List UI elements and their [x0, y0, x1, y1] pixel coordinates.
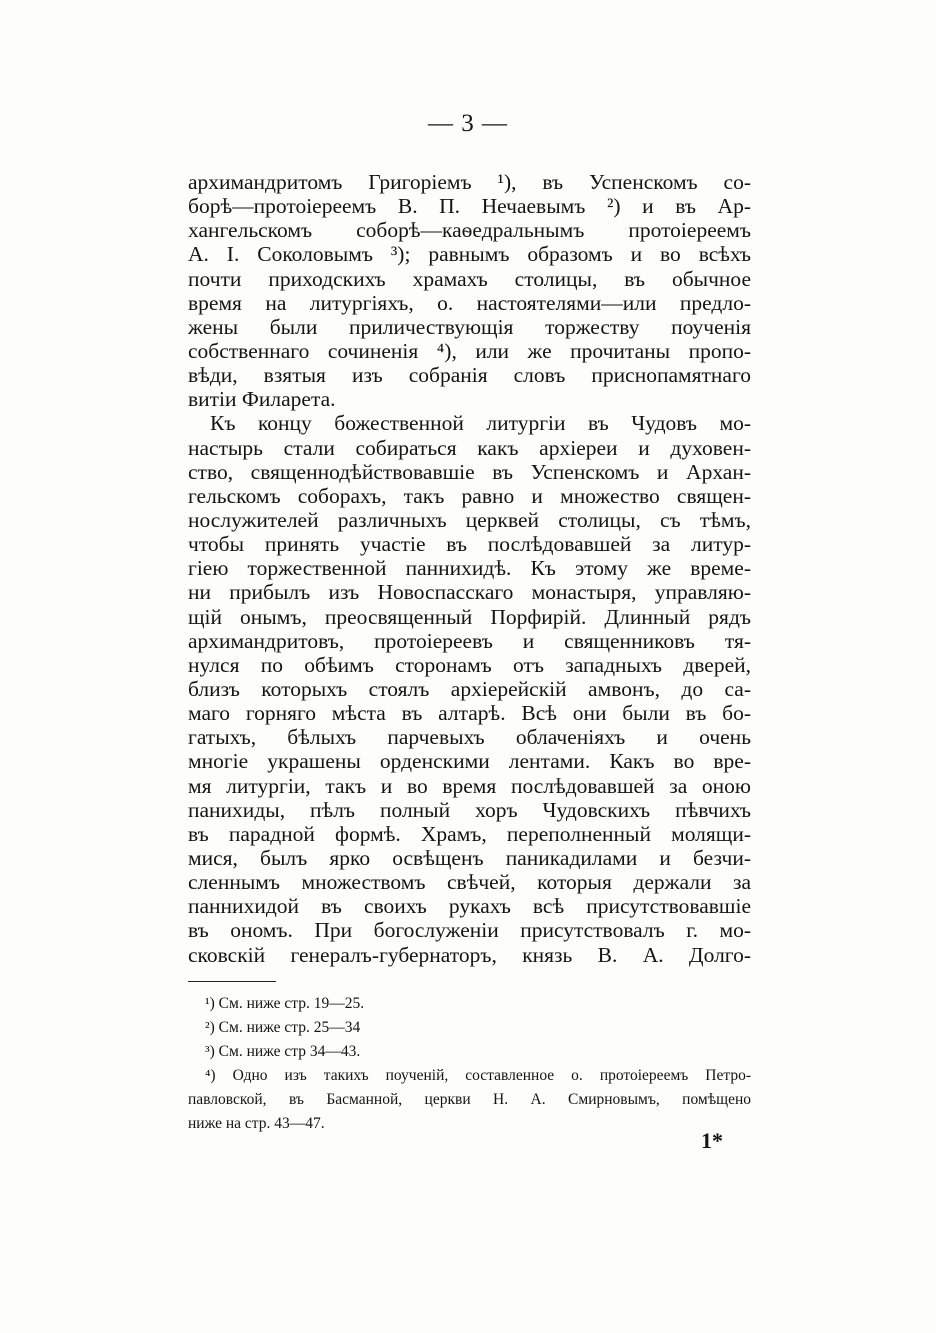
body-text: [188, 170, 751, 967]
text-line: А. І. Соколовымъ ³); равнымъ образомъ и во всѣхъ: [188, 242, 751, 267]
text-line: въ парадной формѣ. Храмъ, переполненный молящи-: [188, 821, 751, 846]
text-line: панихиды, пѣлъ полный хоръ Чудовскихъ пѣвчихъ: [188, 797, 751, 822]
text-line: сковскій генералъ-губернаторъ, князь В. А. Долго-: [188, 942, 751, 967]
text-line: время на литургіяхъ, о. настоятелями—или предло-: [188, 290, 751, 315]
text-line: многіе украшены орденскими лентами. Какъ во вре-: [188, 749, 751, 774]
text-line: мися, былъ ярко освѣщенъ паникадилами и безчи-: [188, 845, 751, 870]
text-line: архимандритомъ Григоріемъ ¹), въ Успенскомъ со-: [188, 170, 751, 194]
text-line: настырь стали собираться какъ архіереи и духовен-: [188, 435, 751, 460]
text-line: въ ономъ. При богослуженіи присутствовалъ г. мо-: [188, 918, 751, 943]
text-line: собственнаго сочиненія ⁴), или же прочитаны пропо-: [188, 338, 751, 363]
paragraph-start-line: Къ концу божественной литургіи въ Чудовъ мо-: [210, 411, 751, 436]
footnote-4-continuation: павловской, въ Басманной, церкви Н. А. Смирновымъ, помѣщено: [188, 1091, 751, 1108]
text-line: архимандритовъ, протоіереевъ и священниковъ тя-: [188, 628, 751, 653]
text-line: почти приходскихъ храмахъ столицы, въ обычное: [188, 266, 751, 291]
footnote-4: ⁴) Одно изъ такихъ поученій, составленное о. протоіереемъ Петро-: [205, 1067, 751, 1084]
text-line: мя литургіи, такъ и во время послѣдовавшей за оною: [188, 773, 751, 798]
footnote-1: ¹) См. ниже стр. 19—25.: [205, 995, 365, 1012]
text-line: паннихидой въ своихъ рукахъ всѣ присутствовавшіе: [188, 894, 751, 919]
text-line: вѣди, взятыя изъ собранія словъ приснопамятнаго: [188, 363, 751, 388]
footnote-4-continuation: ниже на стр. 43—47.: [188, 1115, 325, 1132]
page-number: — 3 —: [428, 110, 508, 137]
text-line: маго горняго мѣста въ алтарѣ. Всѣ они были въ бо-: [188, 701, 751, 726]
text-line: ство, священнодѣйствовавшіе въ Успенскомъ и Архан-: [188, 459, 751, 484]
text-line: нулся по обѣимъ сторонамъ отъ западныхъ дверей,: [188, 652, 751, 677]
text-line: нослужителей различныхъ церквей столицы, съ тѣмъ,: [188, 507, 751, 532]
text-line: витіи Филарета.: [188, 387, 336, 412]
footnote-3: ³) См. ниже стр 34—43.: [205, 1043, 361, 1060]
text-line: гіею торжественной паннихидѣ. Къ этому же време-: [188, 556, 751, 581]
text-line: жены были приличествующія торжеству поученія: [188, 314, 751, 339]
text-line: гатыхъ, бѣлыхъ парчевыхъ облаченіяхъ и очень: [188, 725, 751, 750]
text-line: сленнымъ множествомъ свѣчей, которыя держали за: [188, 870, 751, 895]
footnote-divider: [188, 981, 276, 982]
text-line: близъ которыхъ стоялъ архіерейскій амвонъ, до са-: [188, 676, 751, 701]
text-line: чтобы принять участіе въ послѣдовавшей за литур-: [188, 532, 751, 557]
text-line: хангельскомъ соборѣ—каѳедральнымъ протоіереемъ: [188, 218, 751, 243]
footnote-2: ²) См. ниже стр. 25—34: [205, 1019, 361, 1036]
footnotes: [188, 992, 751, 1136]
text-line: гельскомъ соборахъ, такъ равно и множество священ-: [188, 483, 751, 508]
text-line: ни прибылъ изъ Новоспасскаго монастыря, управляю-: [188, 580, 751, 605]
text-line: щій онымъ, преосвященный Порфирій. Длинный рядъ: [188, 604, 751, 629]
text-line: борѣ—протоіереемъ В. П. Нечаевымъ ²) и въ Ар-: [188, 194, 751, 219]
signature-mark: 1*: [701, 1128, 723, 1153]
